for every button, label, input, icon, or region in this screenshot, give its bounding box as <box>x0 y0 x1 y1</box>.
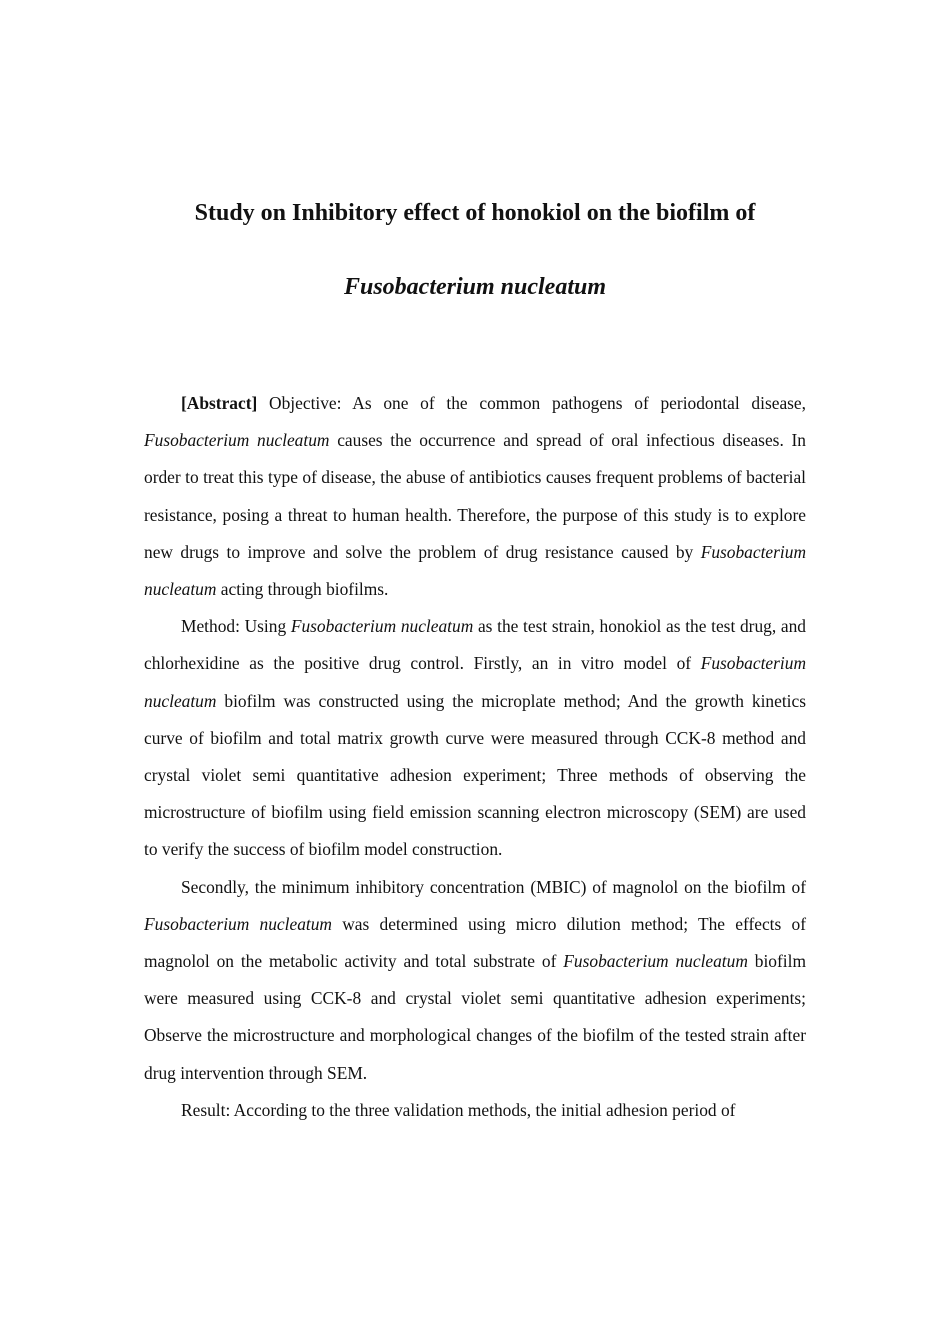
abstract-objective-paragraph <box>144 385 806 608</box>
text-span: acting through biofilms. <box>216 579 389 600</box>
abstract-method-paragraph <box>144 608 806 868</box>
text-span: as the test strain, honokiol as the test drug, and chlorhexidine as the positive drug control. Firstly, an in vitro model of <box>144 616 806 674</box>
abstract-body <box>144 385 806 1129</box>
species-name: Fusobacterium nucleatum <box>563 951 748 972</box>
text-span: Secondly, the minimum inhibitory concentration (MBIC) of magnolol on the biofilm of <box>181 876 806 897</box>
species-name: Fusobacterium nucleatum <box>290 616 474 637</box>
text-span: Objective: As one of the common pathogens of periodontal disease, <box>257 393 806 413</box>
paper-title-line-1: Study on Inhibitory effect of honokiol on the biofilm of <box>194 200 756 226</box>
species-name: Fusobacterium nucleatum <box>144 653 806 711</box>
abstract-label: [Abstract] <box>181 393 258 413</box>
abstract-result-paragraph <box>144 1092 806 1129</box>
paper-title-line-2: Fusobacterium nucleatum <box>343 274 607 300</box>
species-name: Fusobacterium nucleatum <box>144 541 806 600</box>
text-span: causes the occurrence and spread of oral infectious diseases. In order to treat this type of disease, the abuse of antibiotics causes frequent problems of bacterial resistance, posing a threat to human health. Therefore, the purpose of this study is to explore new drugs to improve and solve the problem of drug resistance caused by <box>144 430 806 562</box>
species-name: Fusobacterium nucleatum <box>144 430 330 451</box>
text-span: Result: According to the three validation methods, the initial adhesion period of <box>181 1099 736 1120</box>
abstract-secondly-paragraph <box>144 869 806 1092</box>
text-span: was determined using micro dilution method; The effects of magnolol on the metabolic activity and total substrate of <box>144 913 806 972</box>
species-name: Fusobacterium nucleatum <box>144 913 332 934</box>
text-span: biofilm were measured using CCK-8 and crystal violet semi quantitative adhesion experiments; Observe the microstructure and morphological changes of the biofilm of the tested strain after drug intervention through SEM. <box>144 951 806 1083</box>
text-span: biofilm was constructed using the microplate method; And the growth kinetics curve of biofilm and total matrix growth curve were measured through CCK-8 method and crystal violet semi quantitative adhesion experiment; Three methods of observing the microstructure of biofilm using field emission scanning electron microscopy (SEM) are used to verify the success of biofilm model construction. <box>144 690 806 860</box>
text-span: Method: Using <box>181 616 291 637</box>
